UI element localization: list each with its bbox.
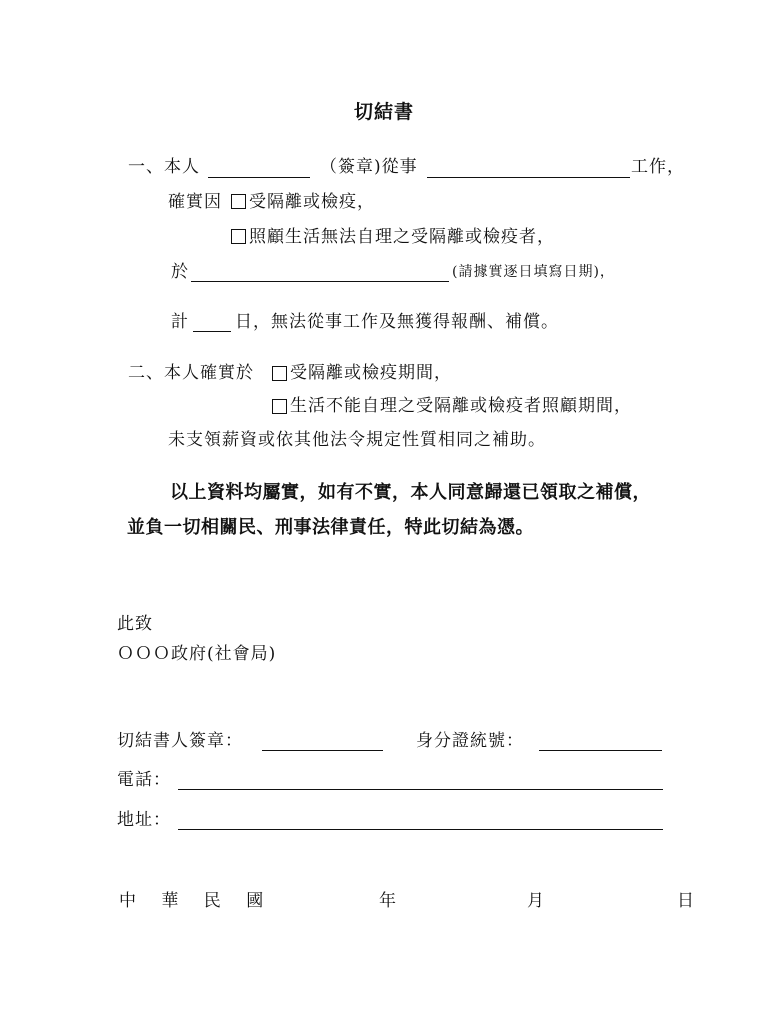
name-blank[interactable]: [208, 177, 310, 178]
date-month: 月: [527, 891, 545, 911]
declaration-line1: 以上資料均屬實，如有不實，本人同意歸還已領取之補償，: [170, 482, 651, 503]
date-year: 年: [379, 891, 397, 911]
id-label: 身分證統號：: [416, 731, 524, 751]
document-title: 切結書: [353, 101, 414, 123]
address-blank[interactable]: [178, 829, 663, 830]
section1-signature-occupation: （簽章)從事: [320, 157, 418, 177]
caregiver-option: 照顧生活無法自理之受隔離或檢疫者，: [249, 227, 555, 247]
date-note: (請據實逐日填寫日期)，: [452, 264, 615, 280]
days-suffix: 日，無法從事工作及無獲得報酬、補償。: [235, 312, 559, 332]
phone-label: 電話：: [117, 770, 171, 790]
salutation: 此致: [117, 614, 153, 634]
declaration-line2: 並負一切相關民、刑事法律責任，特此切結為憑。: [127, 517, 534, 538]
days-blank[interactable]: [193, 331, 231, 332]
section2-intro: 二、本人確實於: [128, 363, 254, 383]
quarantine-checkbox[interactable]: [231, 194, 246, 209]
occupation-blank[interactable]: [427, 177, 630, 178]
quarantine-period-checkbox[interactable]: [272, 366, 287, 381]
quarantine-period-option: 受隔離或檢疫期間，: [290, 363, 452, 383]
phone-blank[interactable]: [178, 789, 663, 790]
signer-label: 切結書人簽章：: [117, 731, 243, 751]
section1-intro: 一、本人: [128, 157, 200, 177]
no-subsidy-statement: 未支領薪資或依其他法令規定性質相同之補助。: [168, 430, 546, 450]
date-era: 中 華 民 國: [119, 891, 274, 911]
date-day: 日: [677, 891, 695, 911]
dates-blank[interactable]: [191, 281, 449, 282]
caregiver-checkbox[interactable]: [231, 229, 246, 244]
section1-work-suffix: 工作，: [631, 157, 685, 177]
date-prefix: 於: [171, 262, 189, 282]
id-blank[interactable]: [539, 750, 662, 751]
care-period-checkbox[interactable]: [272, 399, 287, 414]
care-period-option: 生活不能自理之受隔離或檢疫者照顧期間，: [290, 396, 632, 416]
address-label: 地址：: [117, 810, 171, 830]
section1-reason-label: 確實因: [168, 192, 222, 212]
quarantine-option: 受隔離或檢疫，: [249, 192, 375, 212]
days-prefix: 計: [171, 312, 189, 332]
signer-blank[interactable]: [262, 750, 383, 751]
recipient: ＯＯＯ政府(社會局): [117, 644, 277, 664]
